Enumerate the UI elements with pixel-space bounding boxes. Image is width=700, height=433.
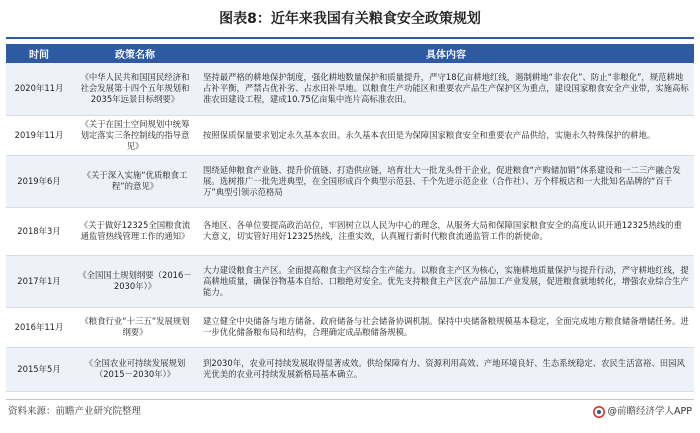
table-row bbox=[6, 255, 694, 307]
row-content: 建立健全中央储备与地方储备、政府储备与社会储备协调机制。保持中央储备粮规模基本稳定，全面完成地方粮食储备增储任务。进一步优化储备粮布局和结构，合理确定成品粮储备规模。 bbox=[198, 307, 694, 347]
row-policy-name: 《关于深入实施“优质粮食工程”的意见》 bbox=[72, 155, 198, 207]
table-row bbox=[6, 63, 694, 115]
row-time: 2017年1月 bbox=[6, 255, 72, 307]
row-policy-name: 《中华人民共和国国民经济和社会发展第十四个五年规划和2035年远景目标纲要》 bbox=[72, 63, 198, 115]
row-policy-name: 《关于做好12325全国粮食流通监管热线管理工作的通知》 bbox=[72, 207, 198, 255]
row-content: 各地区、各单位要提高政治站位，牢固树立以人民为中心的理念，从服务大局和保障国家粮食安全的高度认识开通12325热线的重大意义，切实管好用好12325热线，注重实效，认真履行新时代粮食流通监管工作的新使命。 bbox=[198, 207, 694, 255]
row-content: 坚持最严格的耕地保护制度，强化耕地数量保护和质量提升，严守18亿亩耕地红线，遏制耕地“非农化”、防止“非粮化”，规范耕地占补平衡，严禁占优补劣、占水田补旱地。以粮食生产功能区和重要农产品生产保护区为重点，建设国家粮食安全产业带，实施高标准农田建设工程，建成10.75亿亩集中连片高标准农田。 bbox=[198, 63, 694, 115]
row-time: 2020年11月 bbox=[6, 63, 72, 115]
header-time: 时间 bbox=[6, 44, 72, 63]
row-time: 2016年11月 bbox=[6, 307, 72, 347]
brand-label: @前瞻经济学人APP bbox=[607, 406, 692, 417]
title-divider bbox=[6, 37, 694, 39]
row-time: 2019年6月 bbox=[6, 155, 72, 207]
row-content: 大力建设粮食主产区。全面提高粮食主产区综合生产能力。以粮食主产区为核心，实施耕地质量保护与提升行动，严守耕地红线，提高耕地质量，确保谷物基本自给、口粮绝对安全。优先支持粮食主产区农产品加工产业发展，促进粮食就地转化，增强农业综合生产能力。 bbox=[198, 255, 694, 307]
row-content: 按照保质保量要求划定永久基本农田。永久基本农田是为保障国家粮食安全和重要农产品供给，实施永久特殊保护的耕地。 bbox=[198, 115, 694, 155]
row-policy-name: 《全国农业可持续发展规划（2015－2030年）》 bbox=[72, 347, 198, 391]
row-time: 2018年3月 bbox=[6, 207, 72, 255]
row-content: 围绕延伸粮食产业链、提升价值链、打造供应链，培育壮大一批龙头骨干企业，促进粮食“产购储加销”体系建设和一二三产融合发展。选树推广一批先进典型，在全国形成百个典型示范县、千个先进示范企业（合作社）、万个样板店和一大批知名品牌的“百千万”典型引领示范格局 bbox=[198, 155, 694, 207]
qianzhan-logo-icon bbox=[593, 406, 605, 418]
brand-credit bbox=[593, 404, 692, 420]
row-policy-name: 《关于在国土空间规划中统筹划定落实三条控制线的指导意见》 bbox=[72, 115, 198, 155]
row-policy-name: 《粮食行业“十三五”发展规划纲要》 bbox=[72, 307, 198, 347]
footer-divider bbox=[6, 399, 694, 400]
header-policy-name: 政策名称 bbox=[72, 44, 198, 63]
header-content: 具体内容 bbox=[198, 44, 694, 63]
table-row bbox=[6, 115, 694, 155]
table-header-row bbox=[6, 44, 694, 63]
table-row bbox=[6, 207, 694, 255]
table-row bbox=[6, 347, 694, 391]
table-row bbox=[6, 155, 694, 207]
policy-table bbox=[6, 44, 694, 392]
row-time: 2019年11月 bbox=[6, 115, 72, 155]
logo-dot bbox=[597, 410, 601, 414]
table-row bbox=[6, 307, 694, 347]
source-note: 资料来源：前瞻产业研究院整理 bbox=[8, 406, 142, 417]
row-content: 到2030年，农业可持续发展取得显著成效。供给保障有力、资源利用高效、产地环境良好、生态系统稳定、农民生活富裕、田园风光优美的农业可持续发展新格局基本确立。 bbox=[198, 347, 694, 391]
row-time: 2015年5月 bbox=[6, 347, 72, 391]
row-policy-name: 《全国国土规划纲要（2016－2030年）》 bbox=[72, 255, 198, 307]
chart-title: 图表8：近年来我国有关粮食安全政策规划 bbox=[219, 11, 481, 27]
